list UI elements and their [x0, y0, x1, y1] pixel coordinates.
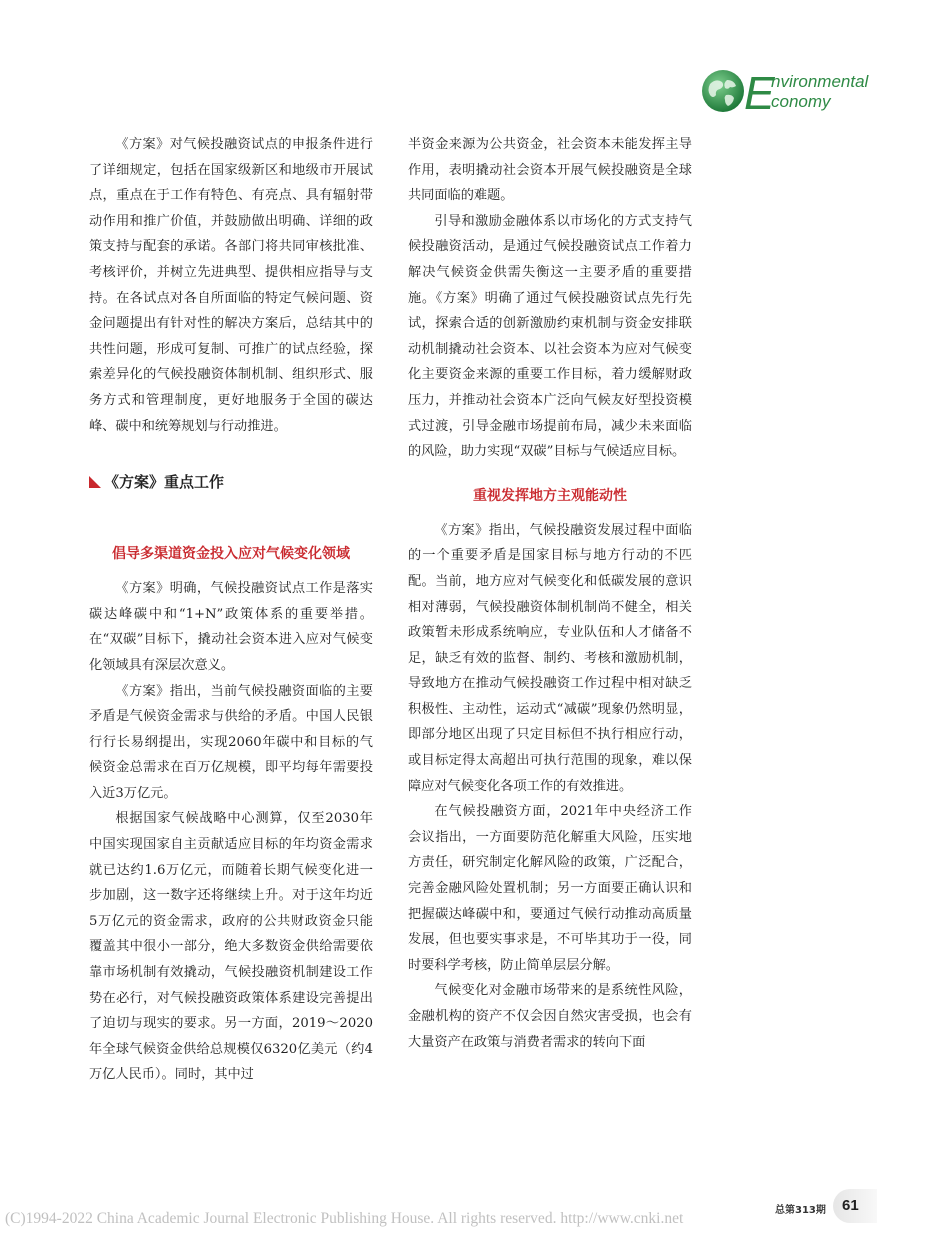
red-triangle-icon — [89, 476, 101, 488]
section-heading-text: 《方案》重点工作 — [104, 473, 225, 492]
section-heading — [89, 471, 373, 493]
body-paragraph: 气候变化对金融市场带来的是系统性风险，金融机构的资产不仅会因自然灾害受损，也会有大量资产在政策与消费者需求的转向下面 — [408, 983, 692, 1050]
issue-label: 总第313期 — [775, 1205, 826, 1216]
body-paragraph: 《方案》明确，气候投融资试点工作是落实碳达峰碳中和“1+N”政策体系的重要举措。在“双碳”目标下，撬动社会资本进入应对气候变化领域具有深层次意义。 — [89, 581, 373, 673]
body-paragraph: 引导和激励金融体系以市场化的方式支持气候投融资活动，是通过气候投融资试点工作着力解决气候资金供需失衡这一主要矛盾的重要措施。《方案》明确了通过气候投融资试点先行先试，探索合适的创新激励约束机制与资金安排联动机制撬动社会资本、以社会资本为应对气候变化主要资金来源的重要工作目标，着力缓解财政压力，并推动社会资本广泛向气候友好型投资模式过渡，引导金融市场提前布局，减少未来面临的风险，助力实现“双碳”目标与气候适应目标。 — [408, 213, 692, 460]
subheading-local-initiative: 重视发挥地方主观能动性 — [473, 487, 627, 504]
masthead-initial: E — [744, 67, 775, 119]
masthead-word-1: nvironmental — [771, 72, 869, 91]
masthead-word-2: conomy — [771, 92, 831, 111]
body-paragraph: 根据国家气候战略中心测算，仅至2030年中国实现国家自主贡献适应目标的年均资金需求就已达约1.6万亿元，而随着长期气候变化进一步加剧，这一数字还将继续上升。对于这年均近5万亿元的资金需求，政府的公共财政资金只能覆盖其中很小一部分，绝大多数资金供给需要依靠市场机制有效撬动，气候投融资机制建设工作势在必行，对气候投融资政策体系建设完善提出了迫切与现实的要求。另一方面，2019～2020年全球气候资金供给总规模仅6320亿美元（约4万亿人民币）。同时，其中过 — [89, 811, 373, 1083]
journal-masthead — [700, 64, 900, 119]
body-paragraph: 在气候投融资方面，2021年中央经济工作会议指出，一方面要防范化解重大风险，压实地方责任，研究制定化解风险的政策，广泛配合，完善金融风险处置机制；另一方面要正确认识和把握碳达峰碳中和，要通过气候行动推动高质量发展，但也要实事求是，不可毕其功于一役，同时要科学考核，防止简单层层分解。 — [408, 804, 692, 973]
left-column — [89, 132, 373, 1088]
body-paragraph: 《方案》指出，当前气候投融资面临的主要矛盾是气候资金需求与供给的矛盾。中国人民银行行长易纲提出，实现2060年碳中和目标的气候资金总需求在百万亿规模，即平均每年需要投入近3万亿元。 — [89, 683, 373, 801]
copyright-watermark: (C)1994-2022 China Academic Journal Electronic Publishing House. All rights reserved. http://www.cnki.net — [5, 1210, 684, 1227]
continued-paragraph: 半资金来源为公共资金，社会资本未能发挥主导作用，表明撬动社会资本开展气候投融资是全球共同面临的难题。 — [408, 137, 692, 204]
subheading-multichannel-funding: 倡导多渠道资金投入应对气候变化领域 — [112, 546, 350, 563]
page-number: 61 — [842, 1197, 859, 1214]
globe-logo-icon — [700, 68, 746, 114]
right-column — [408, 132, 692, 1055]
intro-paragraph: 《方案》对气候投融资试点的申报条件进行了详细规定，包括在国家级新区和地级市开展试点，重点在于工作有特色、有亮点、具有辐射带动作用和推广价值，并鼓励做出明确、详细的政策支持与配套的承诺。各部门将共同审核批准、考核评价，并树立先进典型、提供相应指导与支持。在各试点对各自所面临的特定气候问题、资金问题提出有针对性的解决方案后，总结其中的共性问题，形成可复制、可推广的试点经验，探索差异化的气候投融资体制机制、组织形式、服务方式和管理制度，更好地服务于全国的碳达峰、碳中和统筹规划与行动推进。 — [89, 137, 373, 434]
body-paragraph: 《方案》指出，气候投融资发展过程中面临的一个重要矛盾是国家目标与地方行动的不匹配。当前，地方应对气候变化和低碳发展的意识相对薄弱，气候投融资体制机制尚不健全，相关政策暂未形成系统响应，专业队伍和人才储备不足，缺乏有效的监督、制约、考核和激励机制，导致地方在推动气候投融资工作过程中相对缺乏积极性、主动性，运动式“减碳”现象仍然明显，即部分地区出现了只定目标但不执行相应行动，或目标定得太高超出可执行范围的现象，难以保障应对气候变化各项工作的有效推进。 — [408, 522, 692, 794]
